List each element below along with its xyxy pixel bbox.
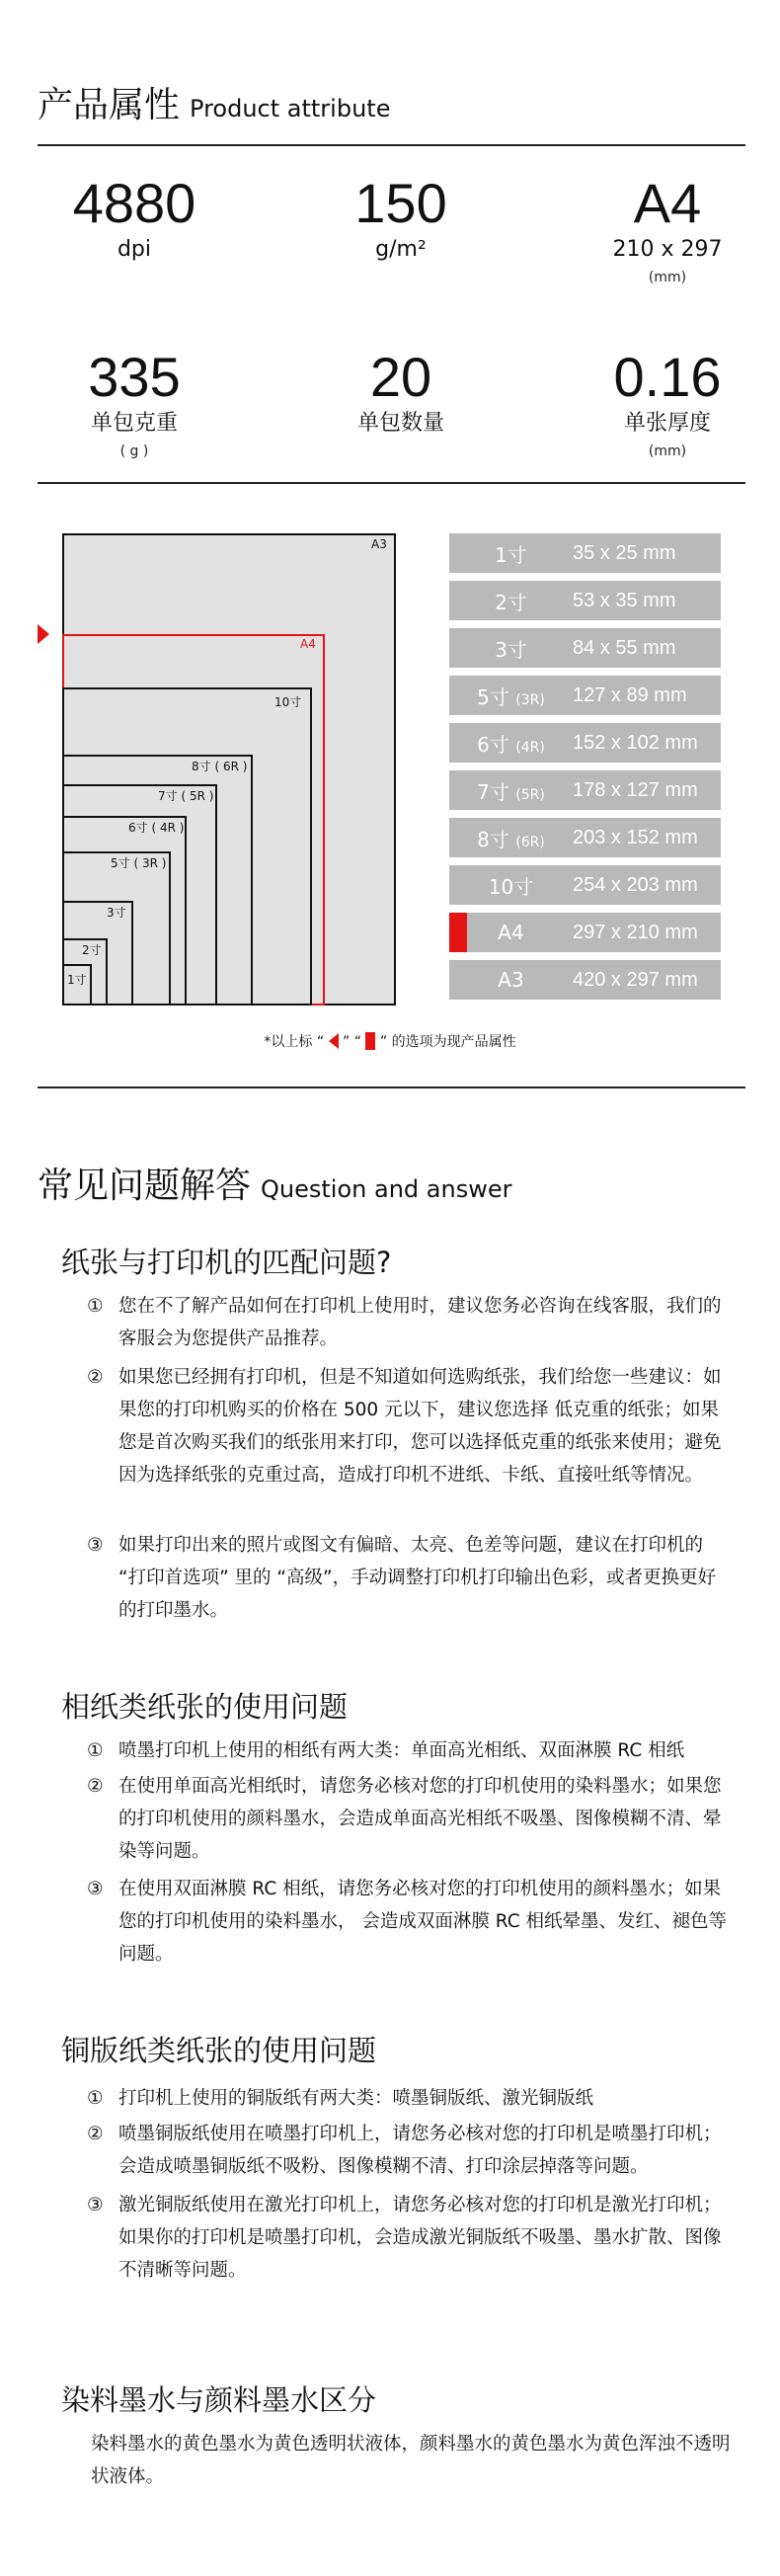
- mid-divider: [38, 482, 745, 484]
- spec-sub: (mm): [648, 270, 687, 285]
- size-name: 6寸 (4R): [477, 732, 545, 757]
- spec-value: 0.16: [613, 346, 722, 408]
- spec-value: 20: [369, 346, 432, 408]
- qa-heading-coated-paper: 铜版纸类纸张的使用问题: [61, 2034, 377, 2067]
- spec-unit: dpi: [117, 237, 152, 262]
- item-number: ②: [87, 1367, 104, 1388]
- qa-paragraph: [91, 2428, 731, 2493]
- qa-item: [87, 1361, 734, 1491]
- spec-pack-weight: [6, 346, 263, 464]
- label-5inch: 5寸 ( 3R ): [111, 856, 167, 870]
- item-number: ③: [87, 1535, 104, 1556]
- qa-item: [87, 1529, 734, 1627]
- pointer-marker-icon: [329, 1033, 339, 1049]
- item-number: ②: [87, 1776, 104, 1797]
- size-name: 5寸 (3R): [477, 684, 545, 709]
- attribute-section-title: [38, 77, 390, 127]
- label-a3: A3: [371, 537, 387, 551]
- size-name: 3寸: [495, 637, 527, 662]
- size-row-1inch: [449, 533, 721, 573]
- paragraph-text: 染料墨水的黄色墨水为黄色透明状液体，颜料墨水的黄色墨水为黄色浑浊不透明状液体。: [91, 2434, 731, 2487]
- size-dims: 297 x 210 mm: [573, 921, 698, 943]
- item-text: 在使用双面淋膜 RC 相纸，请您务必核对您的打印机使用的颜料墨水；如果您的打印机使用的染料墨水， 会造成双面淋膜 RC 相纸晕墨、发红、褪色等问题。: [118, 1879, 727, 1965]
- item-text: 喷墨铜版纸使用在喷墨打印机上，请您务必核对您的打印机是喷墨打印机；会造成喷墨铜版纸不吸粉、图像模糊不清、打印涂层掉落等问题。: [118, 2124, 722, 2177]
- note-suffix: ” 的选项为现产品属性: [379, 1034, 516, 1050]
- spec-pack-count: [273, 346, 529, 439]
- label-6inch: 6寸 ( 4R ): [128, 821, 185, 835]
- spec-unit: g/m²: [375, 237, 427, 262]
- size-row-a4: [449, 913, 721, 952]
- current-size-marker: [449, 913, 467, 952]
- attribute-title-en: Product attribute: [190, 95, 391, 122]
- spec-thickness: [539, 346, 780, 464]
- spec-sub: ( g ): [119, 443, 149, 459]
- size-row-3inch: [449, 628, 721, 668]
- size-dims: 127 x 89 mm: [573, 684, 687, 706]
- label-7inch: 7寸 ( 5R ): [158, 789, 214, 803]
- size-name: 7寸 (5R): [477, 779, 545, 804]
- spec-sub: (mm): [648, 443, 687, 459]
- qa-item: [87, 2118, 734, 2183]
- size-dims: 420 x 297 mm: [573, 968, 698, 991]
- item-text: 打印机上使用的铜版纸有两大类：喷墨铜版纸、激光铜版纸: [118, 2088, 594, 2109]
- qa-heading-photo-paper: 相纸类纸张的使用问题: [61, 1690, 349, 1724]
- item-number: ①: [87, 2088, 104, 2109]
- spec-value: A4: [633, 172, 702, 234]
- item-text: 喷墨打印机上使用的相纸有两大类：单面高光相纸、双面淋膜 RC 相纸: [118, 1740, 685, 1761]
- note-prefix: *以上标 “: [264, 1034, 325, 1050]
- spec-unit: 单包数量: [356, 411, 444, 436]
- spec-value: 335: [88, 346, 181, 408]
- qa-section-title: [38, 1158, 511, 1208]
- size-dims: 152 x 102 mm: [573, 731, 698, 754]
- size-name: 10寸: [488, 874, 534, 899]
- spec-unit: 单包克重: [90, 411, 178, 436]
- label-3inch: 3寸: [107, 906, 126, 920]
- note-mid: ” “: [343, 1034, 361, 1050]
- item-text: 激光铜版纸使用在激光打印机上，请您务必核对您的打印机是激光打印机；如果你的打印机是喷墨打印机，会造成激光铜版纸不吸墨、墨水扩散、图像不清晰等问题。: [118, 2195, 722, 2281]
- label-1inch: 1寸: [67, 973, 87, 987]
- qa-heading-matching: 纸张与打印机的匹配问题?: [61, 1246, 392, 1279]
- size-row-a3: [449, 960, 721, 1000]
- qa-item: [87, 1770, 734, 1868]
- size-row-7inch: [449, 770, 721, 810]
- size-dims: 203 x 152 mm: [573, 826, 698, 848]
- size-dims: 254 x 203 mm: [573, 873, 698, 896]
- label-10inch: 10寸: [274, 695, 302, 709]
- spec-weight: [273, 172, 529, 265]
- qa-heading-ink-types: 染料墨水与颜料墨水区分: [61, 2383, 377, 2417]
- label-a4: A4: [300, 637, 316, 651]
- diagram-note: [0, 1031, 780, 1051]
- label-8inch: 8寸 ( 6R ): [192, 760, 248, 773]
- item-number: ①: [87, 1296, 104, 1317]
- item-text: 如果您已经拥有打印机，但是不知道如何选购纸张，我们给您一些建议：如果您的打印机购买的价格在 500 元以下，建议您选择 低克重的纸张；如果您是首次购买我们的纸张用来打印，您可以选择低克重的纸张来使用；避免因为选择纸张的克重过高，造成打印机不进纸、卡纸、直接吐纸等情况。: [118, 1367, 722, 1486]
- spec-size: [539, 172, 780, 290]
- size-name: 1寸: [495, 542, 527, 567]
- item-text: 您在不了解产品如何在打印机上使用时，建议您务必咨询在线客服，我们的客服会为您提供产品推荐。: [118, 1296, 722, 1349]
- bar-marker-icon: [365, 1032, 375, 1050]
- size-dims: 53 x 35 mm: [573, 589, 676, 611]
- size-dims: 84 x 55 mm: [573, 636, 676, 659]
- qa-item: [87, 1873, 734, 1971]
- qa-title-zh: 常见问题解答: [38, 1166, 252, 1206]
- current-size-pointer-icon: [38, 624, 49, 644]
- size-row-6inch: [449, 723, 721, 763]
- qa-item: [87, 2189, 734, 2287]
- item-text: 在使用单面高光相纸时，请您务必核对您的打印机使用的染料墨水；如果您的打印机使用的颜料墨水，会造成单面高光相纸不吸墨、图像模糊不清、晕染等问题。: [118, 1776, 722, 1862]
- attribute-title-zh: 产品属性: [38, 85, 181, 125]
- size-row-10inch: [449, 865, 721, 905]
- size-row-2inch: [449, 581, 721, 620]
- size-dims: 35 x 25 mm: [573, 541, 676, 564]
- qa-item: [87, 2082, 734, 2115]
- size-name: 2寸: [495, 590, 527, 614]
- size-dims: 178 x 127 mm: [573, 778, 698, 801]
- item-text: 如果打印出来的照片或图文有偏暗、太亮、色差等问题，建议在打印机的 “打印首选项” 里的 “高级”，手动调整打印机打印输出色彩，或者更换更好的打印墨水。: [118, 1535, 717, 1621]
- spec-unit: 单张厚度: [623, 411, 711, 436]
- spec-value: 150: [354, 172, 447, 234]
- label-2inch: 2寸: [82, 943, 102, 957]
- item-number: ①: [87, 1740, 104, 1761]
- item-number: ③: [87, 1879, 104, 1899]
- qa-divider: [38, 1087, 745, 1088]
- item-number: ③: [87, 2195, 104, 2215]
- spec-unit: 210 x 297: [612, 237, 723, 262]
- size-name: A3: [498, 968, 524, 992]
- spec-resolution: [6, 172, 263, 265]
- qa-item: [87, 1734, 734, 1767]
- qa-title-en: Question and answer: [261, 1175, 512, 1203]
- size-row-5inch: [449, 676, 721, 715]
- top-divider: [38, 144, 745, 146]
- size-name: A4: [498, 921, 524, 944]
- spec-value: 4880: [72, 172, 196, 234]
- qa-item: [87, 1290, 734, 1355]
- size-name: 8寸 (6R): [477, 827, 545, 851]
- size-row-8inch: [449, 818, 721, 857]
- item-number: ②: [87, 2124, 104, 2144]
